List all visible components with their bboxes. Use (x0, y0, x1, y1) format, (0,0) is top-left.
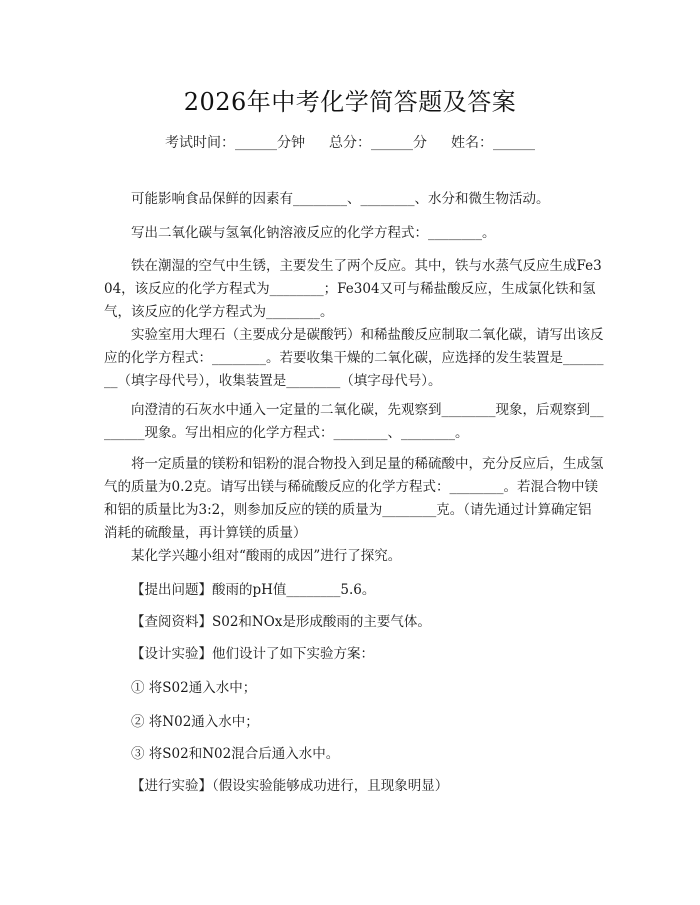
question-paragraph: 可能影响食品保鲜的因素有________、________、水分和微生物活动。 (131, 191, 550, 207)
exam-time-field: 考试时间：______分钟 (165, 135, 305, 151)
section-heading: 【进行实验】（假设实验能够成功进行，且现象明显） (131, 778, 449, 794)
list-item: ① 将S02通入水中； (131, 680, 257, 696)
question-paragraph: 写出二氧化碳与氢氧化钠溶液反应的化学方程式：________。 (131, 225, 496, 241)
question-paragraph: 铁在潮湿的空气中生锈，主要发生了两个反应。其中，铁与水蒸气反应生成Fe304，该反应的化学方程式为________；Fe304又可与稀盐酸反应，生成氯化铁和氢气，该反应的化学方程式为________。 (104, 258, 602, 320)
section-heading: 【提出问题】酸雨的pH值________5.6。 (131, 582, 376, 598)
list-item: ③ 将S02和N02混合后通入水中。 (131, 746, 340, 762)
section-heading: 【设计实验】他们设计了如下实验方案： (131, 646, 374, 662)
question-paragraph: 实验室用大理石（主要成分是碳酸钙）和稀盐酸反应制取二氧化碳，请写出该反应的化学方程式：________。若要收集干燥的二氧化碳，应选择的发生装置是________（填字母代号），收集装置是________（填字母代号）。 (104, 327, 604, 389)
page-title: 2026年中考化学简答题及答案 (183, 88, 517, 116)
question-paragraph: 将一定质量的镁粉和铝粉的混合物投入到足量的稀硫酸中，充分反应后，生成氢气的质量为0.2克。请写出镁与稀硫酸反应的化学方程式：________。若混合物中镁和铝的质量比为3:2，则参加反应的镁的质量为________克。（请先通过计算确定铝消耗的硫酸量，再计算镁的质量） (104, 456, 604, 541)
exam-info-line (0, 132, 700, 152)
list-item: ② 将N02通入水中； (131, 714, 259, 730)
total-score-field: 总分：______分 (329, 135, 427, 151)
question-paragraph: 向澄清的石灰水中通入一定量的二氧化碳，先观察到________现象，后观察到________现象。写出相应的化学方程式：________、________。 (104, 402, 604, 441)
question-paragraph: 某化学兴趣小组对“酸雨的成因”进行了探究。 (131, 548, 402, 564)
student-name-field: 姓名：______ (451, 135, 535, 151)
section-heading: 【查阅资料】S02和NOx是形成酸雨的主要气体。 (131, 614, 431, 630)
